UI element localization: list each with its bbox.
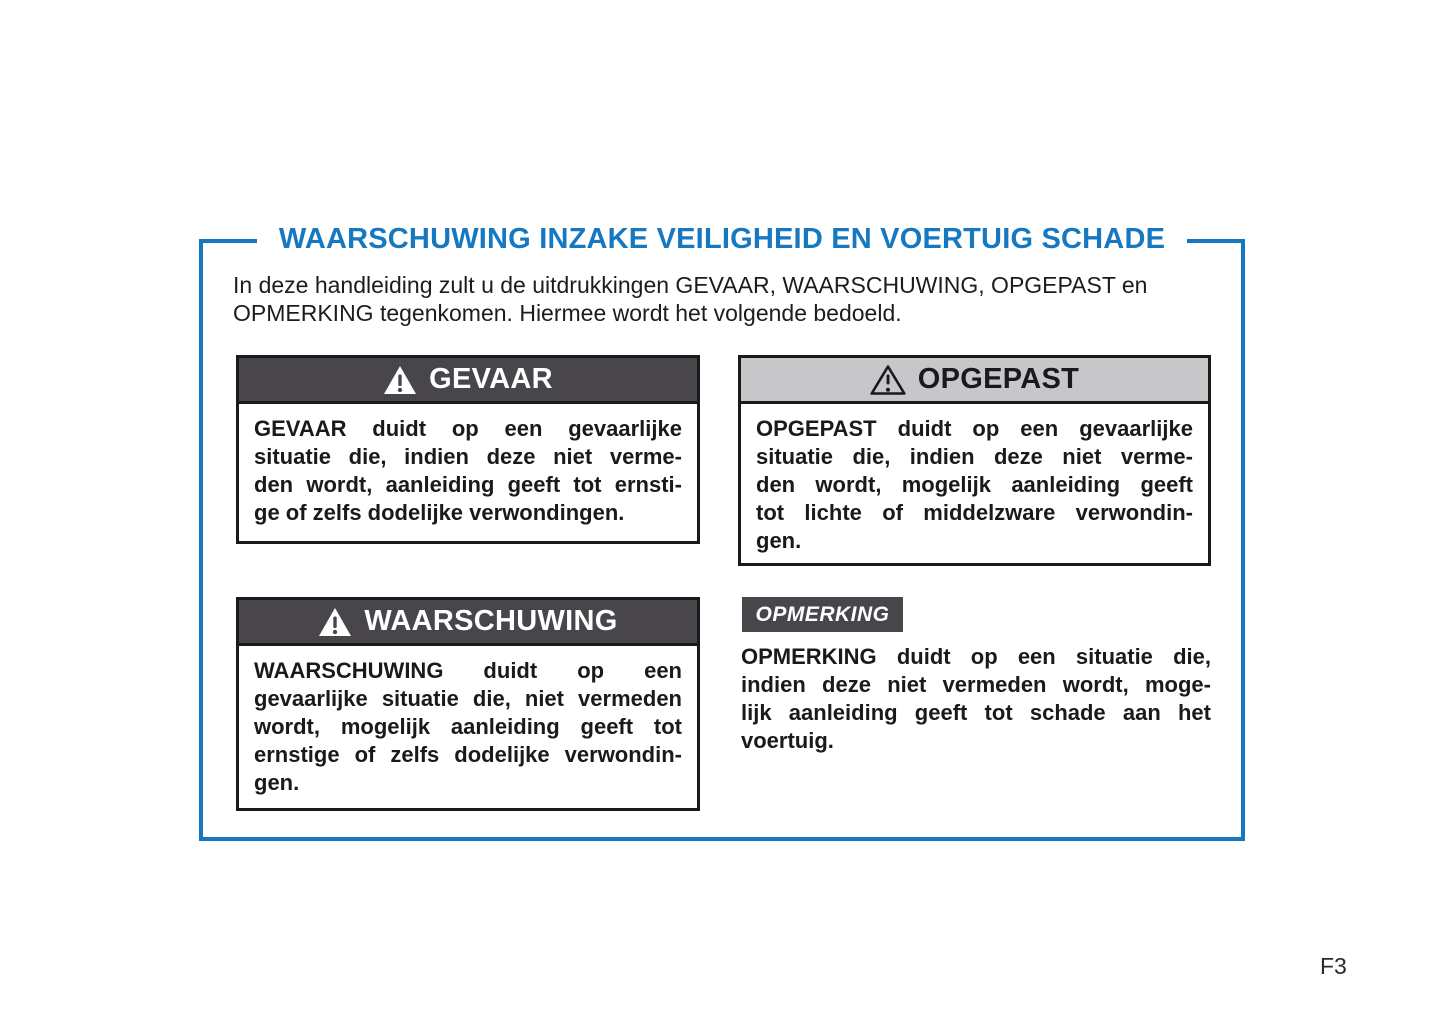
page-title-text: WAARSCHUWING INZAKE VEILIGHEID EN VOERTUIG SCHADE bbox=[257, 221, 1187, 257]
danger-box bbox=[236, 355, 700, 544]
warning-box bbox=[236, 597, 700, 811]
note-badge bbox=[742, 597, 903, 632]
note-body: OPMERKING duidt op een situatie die, indien deze niet vermeden wordt, moge- lijk aanleiding geeft tot schade aan het voertuig. bbox=[741, 644, 1211, 753]
warning-header-label: WAARSCHUWING bbox=[364, 605, 618, 637]
caution-header bbox=[741, 358, 1208, 404]
warning-triangle-filled-icon bbox=[383, 365, 417, 395]
warning-body: WAARSCHUWING duidt op een gevaarlijke situatie die, niet vermeden wordt, mogelijk aanleiding geeft tot ernstige of zelfs dodelijke verwondin- gen. bbox=[254, 658, 682, 795]
warning-triangle-filled-icon bbox=[318, 607, 352, 637]
danger-header-label: GEVAAR bbox=[429, 363, 553, 395]
intro-paragraph: In deze handleiding zult u de uitdrukkingen GEVAAR, WAARSCHUWING, OPGEPAST en OPMERKING tegenkomen. Hiermee wordt het volgende bedoeld. bbox=[233, 272, 1148, 326]
danger-body: GEVAAR duidt op een gevaarlijke situatie die, indien deze niet verme- den wordt, aanleiding geeft tot ernsti- ge of zelfs dodelijke verwondingen. bbox=[254, 416, 682, 525]
page-number: F3 bbox=[1320, 953, 1347, 979]
caution-header-label: OPGEPAST bbox=[917, 363, 1080, 395]
caution-body: OPGEPAST duidt op een gevaarlijke situatie die, indien deze niet verme- den wordt, mogelijk aanleiding geeft tot lichte of middelzware verwondin- gen. bbox=[756, 416, 1193, 553]
danger-header bbox=[239, 358, 697, 404]
page-title bbox=[199, 221, 1245, 257]
warning-header bbox=[239, 600, 697, 646]
caution-box bbox=[738, 355, 1211, 566]
warning-triangle-outline-icon bbox=[870, 364, 906, 395]
note-badge-label: OPMERKING bbox=[755, 602, 890, 626]
